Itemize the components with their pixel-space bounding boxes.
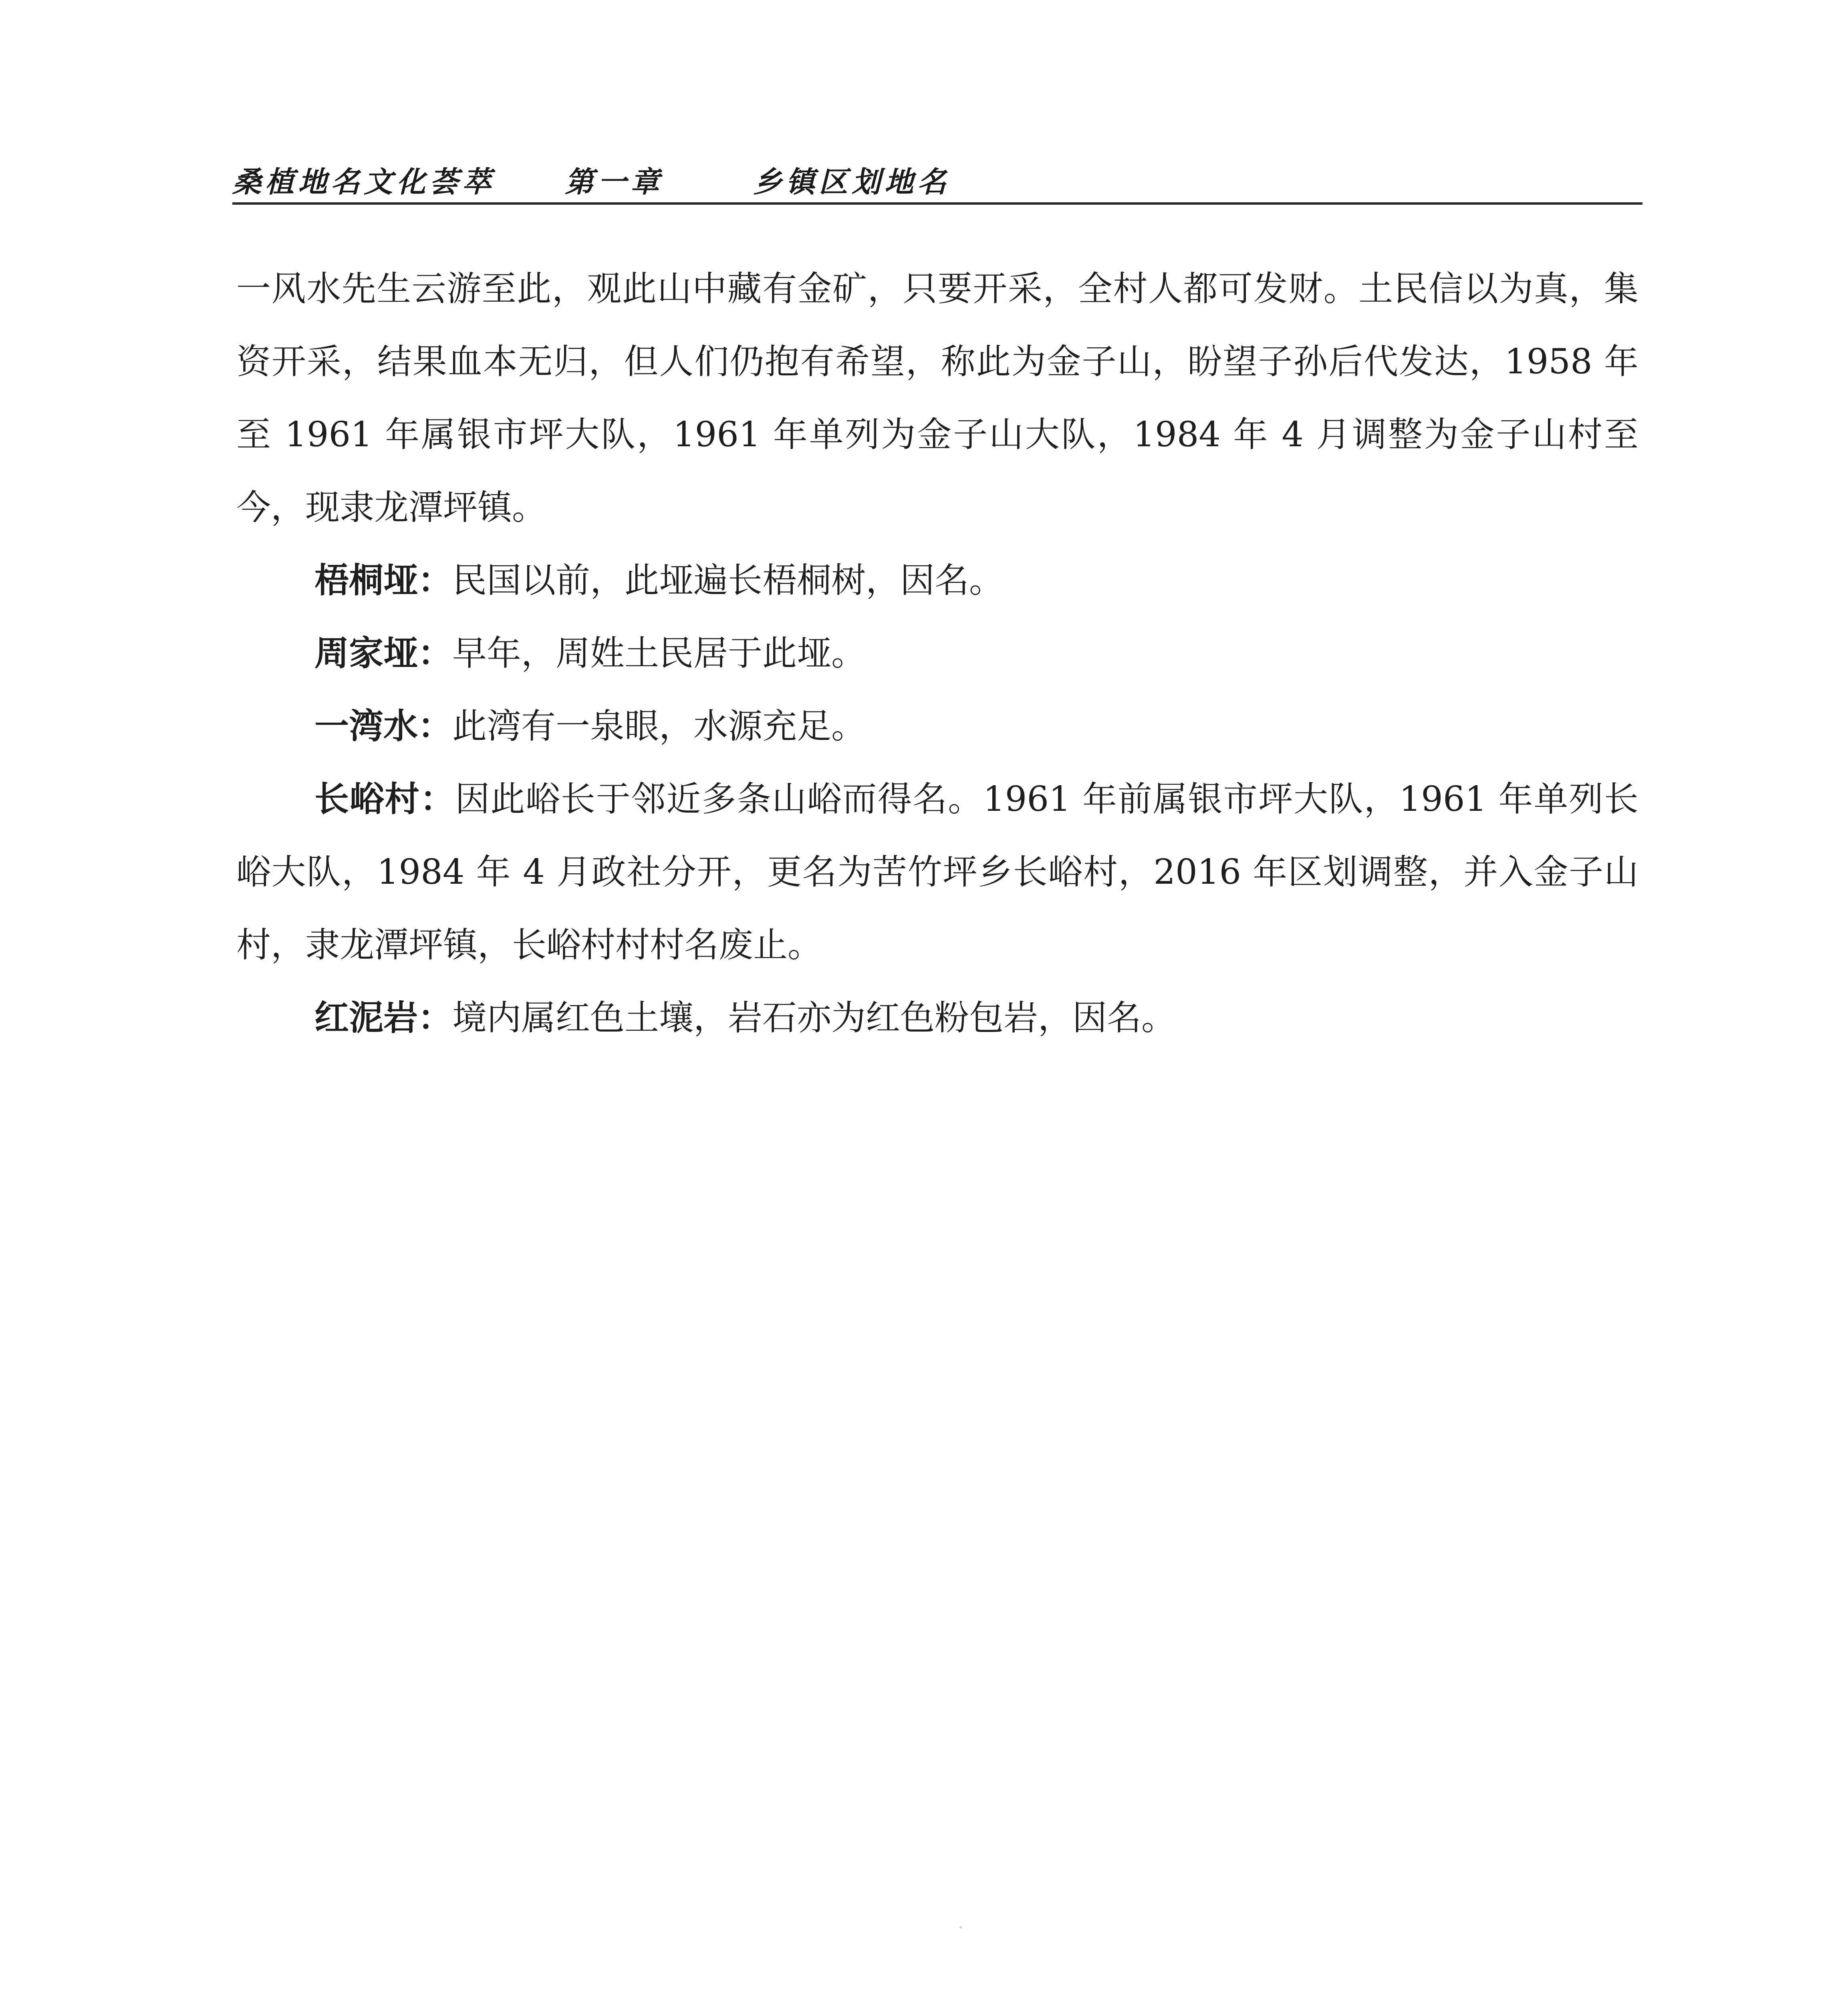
entry-name: 梧桐垭： bbox=[314, 560, 452, 600]
entry-yiwanshui bbox=[236, 690, 1638, 763]
entry-wutongya bbox=[236, 544, 1638, 617]
running-header bbox=[232, 148, 1642, 200]
entry-hongniyan bbox=[236, 981, 1638, 1054]
paragraph-continuation bbox=[236, 252, 1638, 544]
entry-text: 早年，周姓土民居于此垭。 bbox=[452, 633, 866, 673]
scan-speck bbox=[959, 1926, 962, 1928]
body-text bbox=[236, 252, 1638, 1054]
entry-changyucun bbox=[236, 763, 1638, 981]
entry-name: 周家垭： bbox=[314, 633, 452, 673]
entry-text: 境内属红色土壤，岩石亦为红色粉包岩，因名。 bbox=[452, 998, 1176, 1038]
entry-zhoujiaya bbox=[236, 617, 1638, 690]
entry-name: 红泥岩： bbox=[314, 998, 452, 1038]
header-chapter: 第一章 bbox=[565, 165, 664, 199]
header-rule bbox=[232, 202, 1642, 205]
entry-text: 民国以前，此垭遍长梧桐树，因名。 bbox=[452, 560, 1004, 600]
entry-name: 一湾水： bbox=[314, 706, 452, 746]
header-book-title: 桑植地名文化荟萃 bbox=[232, 165, 496, 199]
entry-text: 此湾有一泉眼，水源充足。 bbox=[452, 706, 866, 746]
entry-text: 因此峪长于邻近多条山峪而得名。1961 年前属银市坪大队，1961 年单列长峪大队，1984 年 4 月政社分开，更名为苦竹坪乡长峪村，2016 年区划调整，并入金子山村，隶龙潭坪镇，长峪村村村名废止。 bbox=[236, 779, 1639, 965]
paragraph-text: 一风水先生云游至此，观此山中藏有金矿，只要开采，全村人都可发财。土民信以为真，集资开采，结果血本无归，但人们仍抱有希望，称此为金子山，盼望子孙后代发达，1958 年至 1961 年属银市坪大队，1961 年单列为金子山大队，1984 年 4 月调整为金子山村至今，现隶龙潭坪镇。 bbox=[236, 269, 1638, 528]
header-section: 乡镇区划地名 bbox=[753, 165, 951, 199]
entry-name: 长峪村： bbox=[314, 779, 455, 819]
